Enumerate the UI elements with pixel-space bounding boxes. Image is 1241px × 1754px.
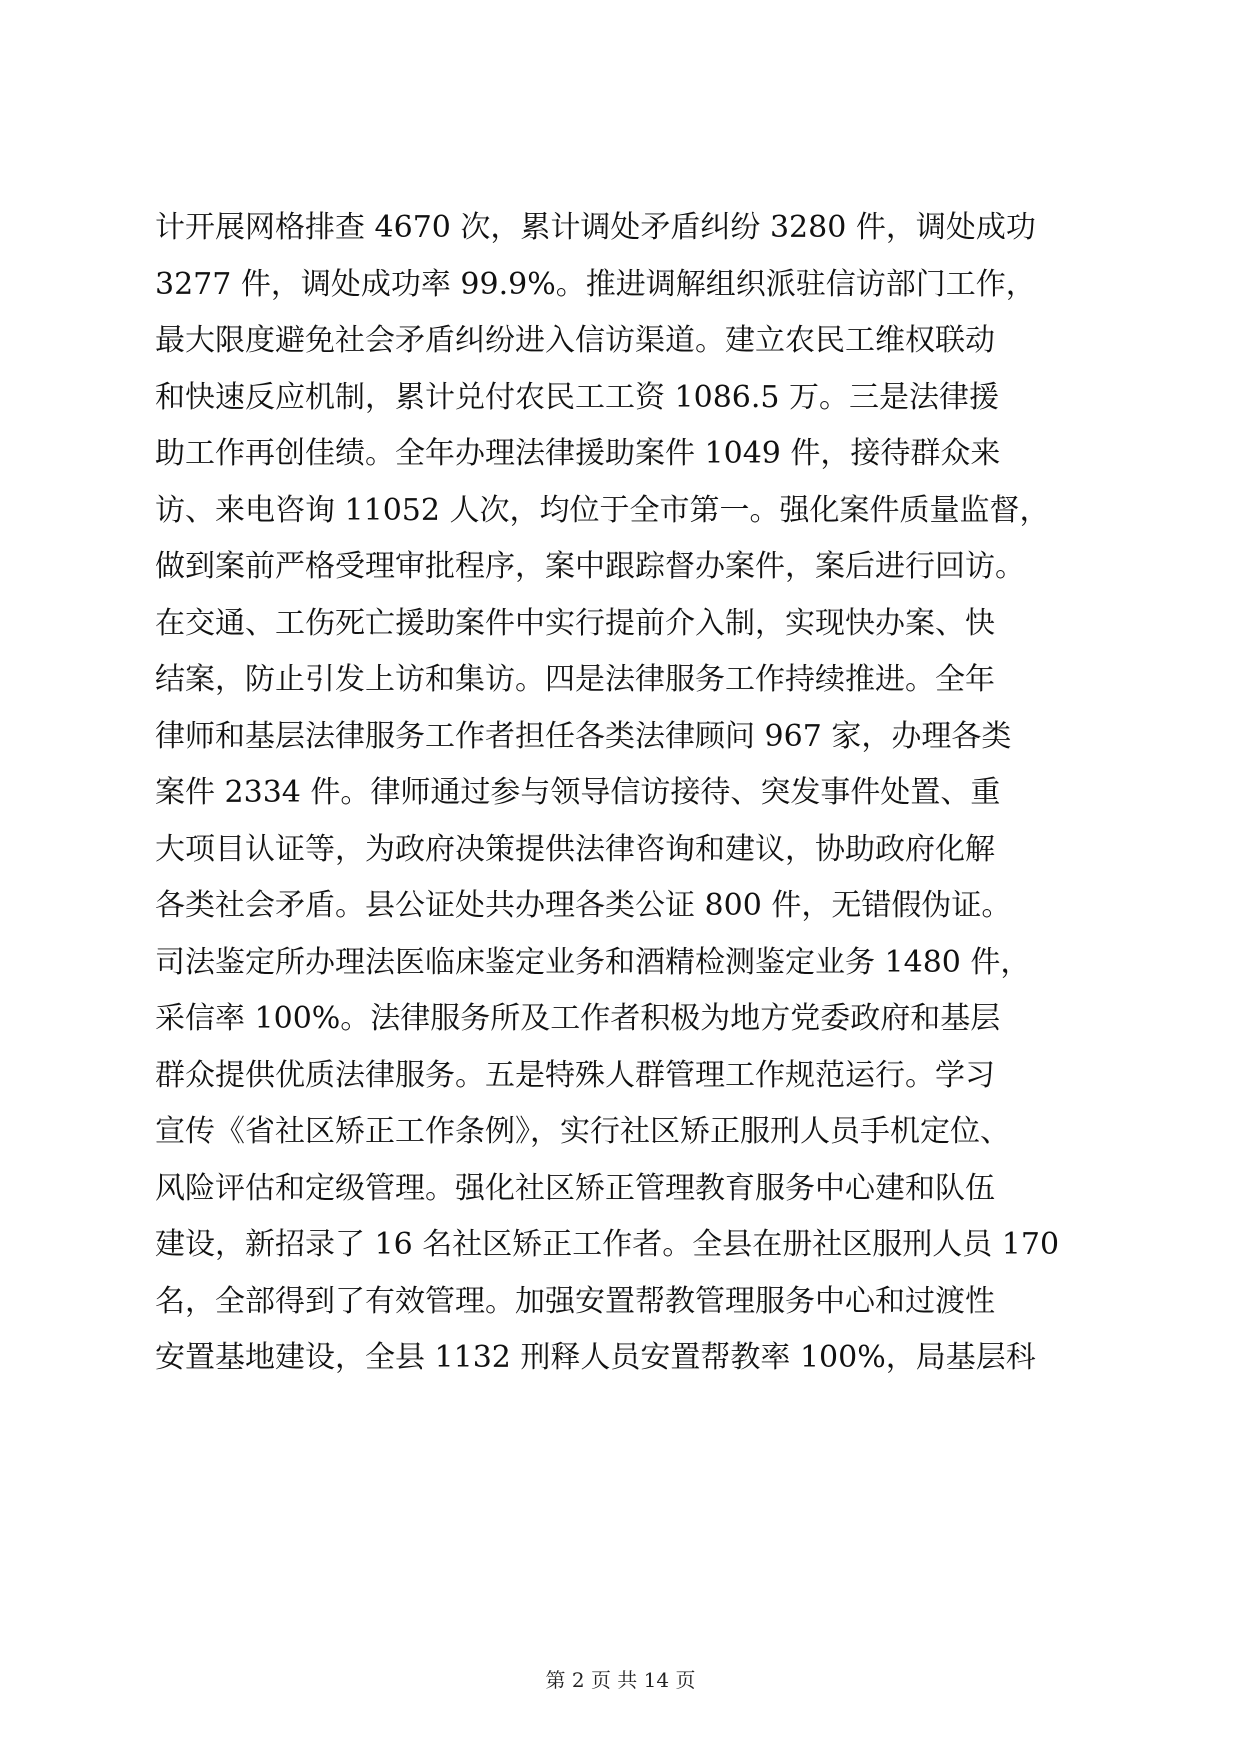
text-line: 名，全部得到了有效管理。加强安置帮教管理服务中心和过渡性 (155, 1283, 995, 1319)
text-line: 宣传《省社区矫正工作条例》，实行社区矫正服刑人员手机定位、 (155, 1114, 1010, 1149)
text-line: 在交通、工伤死亡援助案件中实行提前介入制，实现快办案、快 (155, 605, 995, 641)
text-line: 访、来电咨询 11052 人次，均位于全市第一。强化案件质量监督， (155, 492, 1050, 528)
text-line: 大项目认证等，为政府决策提供法律咨询和建议，协助政府化解 (155, 831, 995, 867)
text-line: 和快速反应机制，累计兑付农民工工资 1086.5 万。三是法律援 (155, 379, 1000, 415)
text-line: 群众提供优质法律服务。五是特殊人群管理工作规范运行。学习 (155, 1057, 995, 1093)
body-text (155, 200, 1090, 1387)
text-line: 各类社会矛盾。县公证处共办理各类公证 800 件，无错假伪证。 (155, 888, 1012, 923)
text-line: 3277 件，调处成功率 99.9%。推进调解组织派驻信访部门工作， (155, 266, 1036, 302)
text-line: 律师和基层法律服务工作者担任各类法律顾问 967 家，办理各类 (155, 718, 1012, 754)
page-number-label: 第 2 页 共 14 页 (545, 1668, 696, 1692)
text-line: 采信率 100%。法律服务所及工作者积极为地方党委政府和基层 (155, 1001, 1001, 1036)
text-line: 建设，新招录了 16 名社区矫正工作者。全县在册社区服刑人员 170 (155, 1227, 1060, 1262)
text-line: 结案，防止引发上访和集访。四是法律服务工作持续推进。全年 (155, 662, 995, 697)
text-line: 助工作再创佳绩。全年办理法律援助案件 1049 件，接待群众来 (155, 436, 1001, 471)
text-line: 司法鉴定所办理法医临床鉴定业务和酒精检测鉴定业务 1480 件， (155, 944, 1031, 980)
text-line: 最大限度避免社会矛盾纠纷进入信访渠道。建立农民工维权联动 (155, 323, 995, 358)
text-line: 风险评估和定级管理。强化社区矫正管理教育服务中心建和队伍 (155, 1170, 995, 1206)
text-line: 做到案前严格受理审批程序，案中跟踪督办案件，案后进行回访。 (155, 549, 1025, 584)
text-line: 计开展网格排查 4670 次，累计调处矛盾纠纷 3280 件，调处成功 (155, 210, 1036, 245)
text-line: 安置基地建设，全县 1132 刑释人员安置帮教率 100%，局基层科 (155, 1340, 1036, 1375)
page-footer (0, 1666, 1241, 1694)
text-line: 案件 2334 件。律师通过参与领导信访接待、突发事件处置、重 (155, 775, 1001, 810)
